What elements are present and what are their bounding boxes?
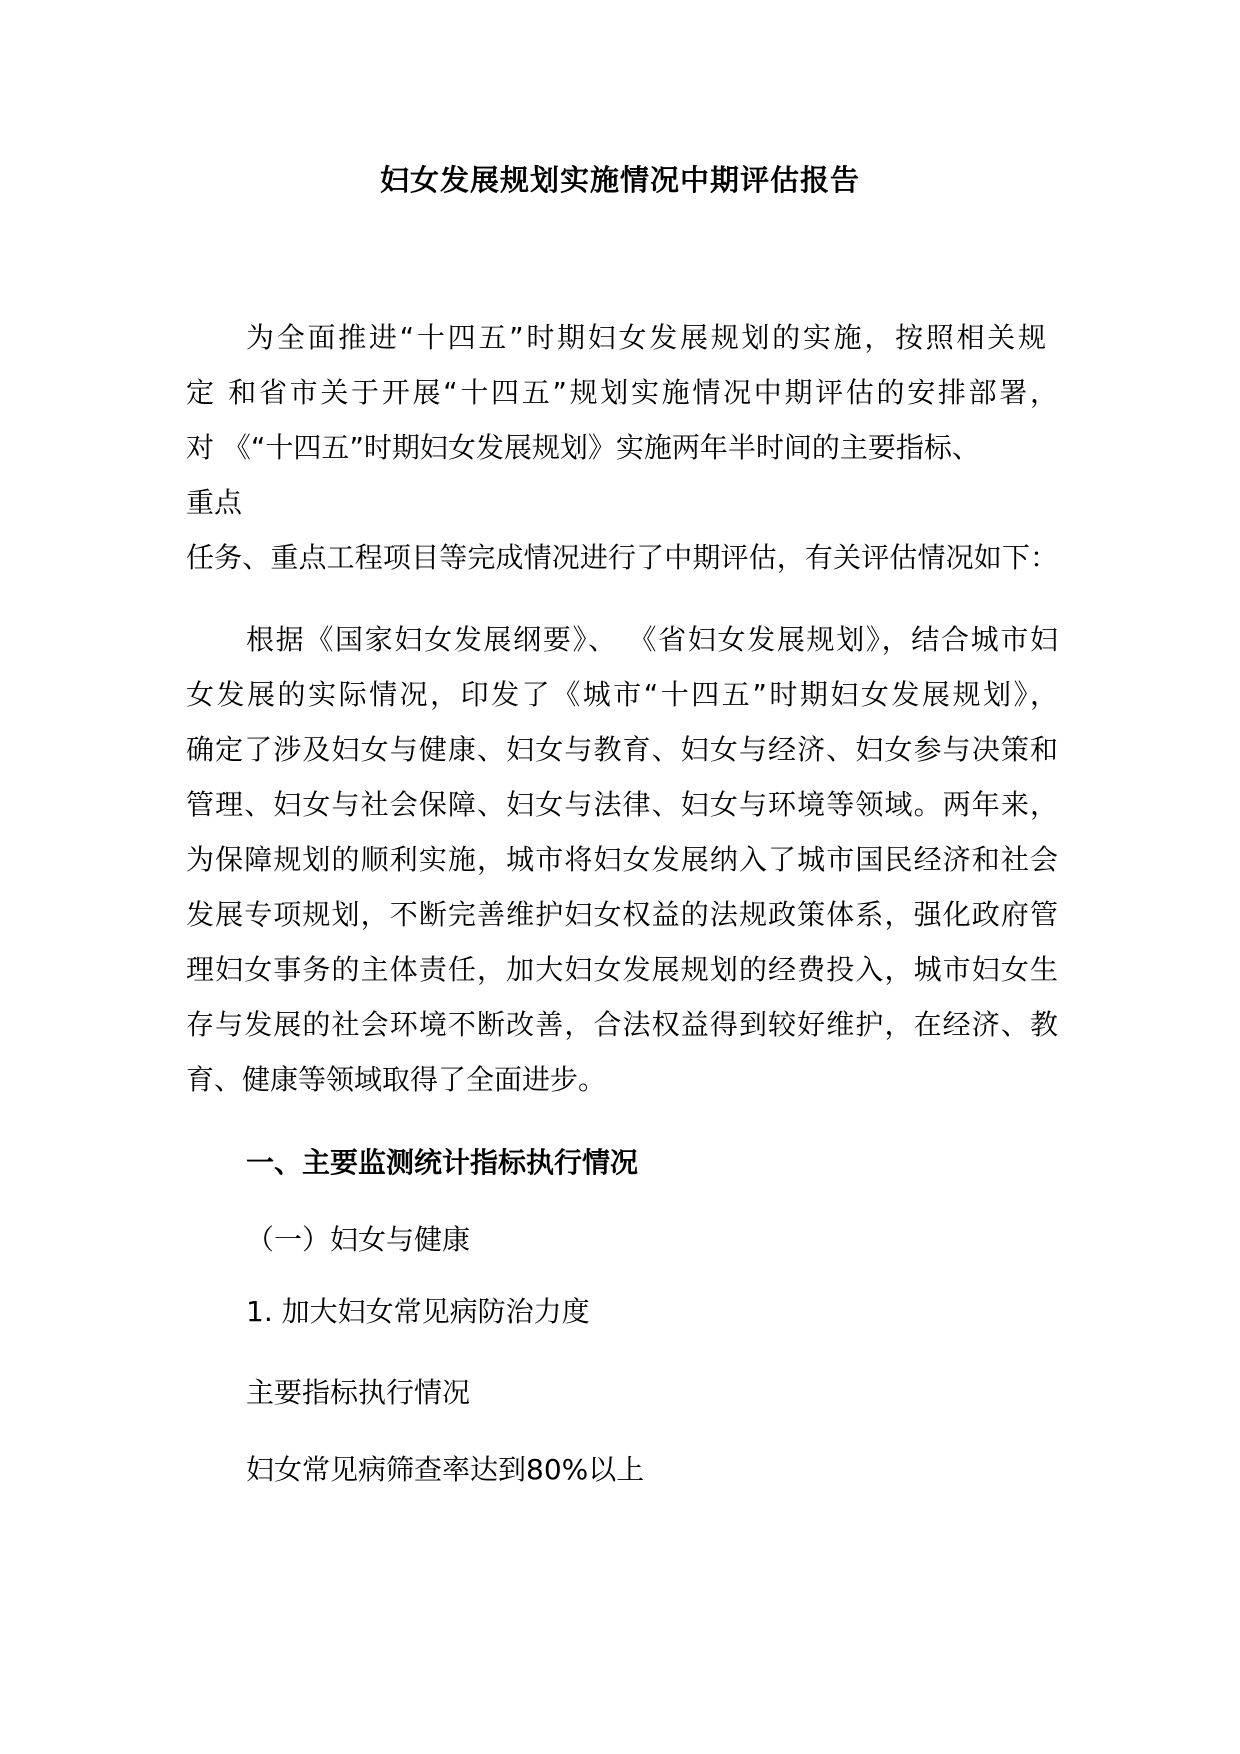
intro-line-1: 为全面推进“十四五”时期妇女发展规划的实施，按照相关规: [246, 321, 1046, 354]
body-line-4: 管理、妇女与社会保障、妇女与法律、妇女与环境等领域。两年来，: [186, 788, 1058, 821]
item-heading: 1. 加大妇女常见病防治力度: [246, 1295, 590, 1328]
body-line-2: 女发展的实际情况，印发了《城市“十四五”时期妇女发展规划》，: [186, 678, 1058, 711]
intro-line-3: 对 《“十四五”时期妇女发展规划》实施两年半时间的主要指标、: [186, 431, 980, 464]
body-line-5: 为保障规划的顺利实施，城市将妇女发展纳入了城市国民经济和社会: [186, 843, 1058, 876]
indicator-text: 妇女常见病筛查率达到80%以上: [246, 1453, 645, 1486]
body-line-6: 发展专项规划，不断完善维护妇女权益的法规政策体系，强化政府管: [186, 898, 1058, 931]
body-line-7: 理妇女事务的主体责任，加大妇女发展规划的经费投入，城市妇女生: [186, 953, 1058, 986]
body-line-9: 育、健康等领域取得了全面进步。: [186, 1063, 607, 1096]
intro-line-5: 任务、重点工程项目等完成情况进行了中期评估，有关评估情况如下：: [186, 541, 1058, 574]
document-title: 妇女发展规划实施情况中期评估报告: [379, 163, 860, 197]
intro-line-4: 重点: [186, 486, 243, 519]
intro-line-2: 定 和省市关于开展“十四五”规划实施情况中期评估的安排部署，: [186, 376, 1058, 409]
body-line-1: 根据《国家妇女发展纲要》、 《省妇女发展规划》，结合城市妇: [246, 623, 1058, 656]
subsection-heading: （一）妇女与健康: [246, 1223, 471, 1256]
body-line-8: 存与发展的社会环境不断改善，合法权益得到较好维护，在经济、教: [186, 1008, 1058, 1041]
indicator-heading: 主要指标执行情况: [246, 1376, 471, 1409]
body-line-3: 确定了涉及妇女与健康、妇女与教育、妇女与经济、妇女参与决策和: [186, 733, 1058, 766]
section-heading: 一、主要监测统计指标执行情况: [246, 1146, 639, 1179]
